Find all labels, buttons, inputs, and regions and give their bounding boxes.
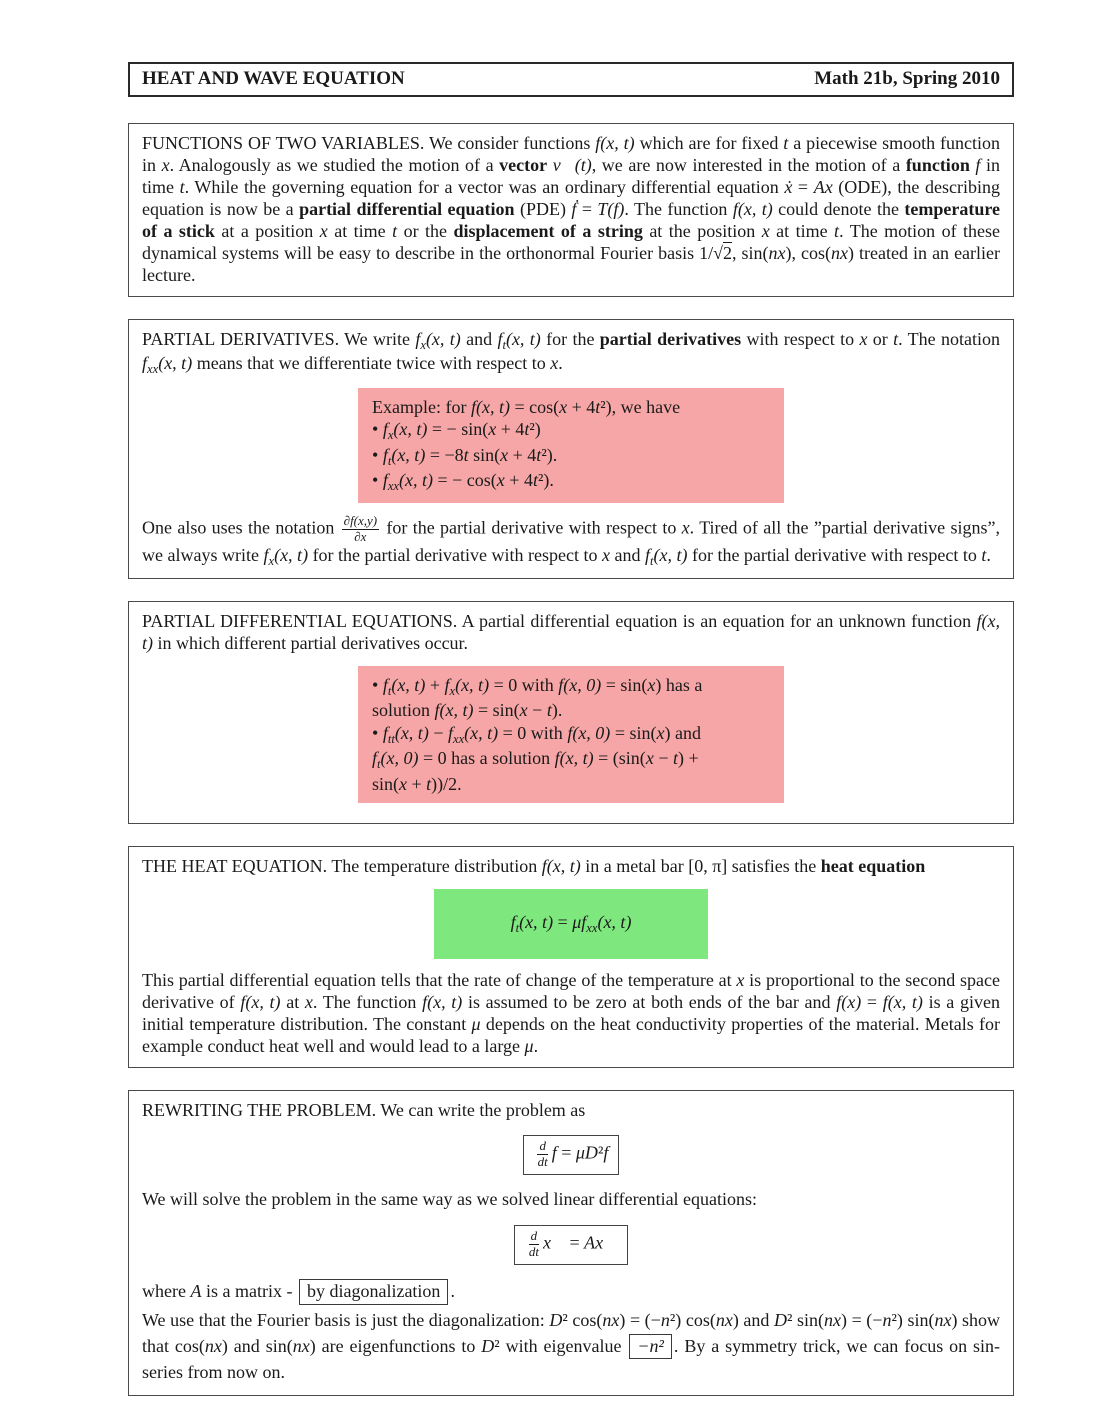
section-pde (128, 601, 1014, 824)
section-heat-equation (128, 846, 1014, 1067)
document-content (128, 62, 1014, 1418)
functions-body: FUNCTIONS OF TWO VARIABLES. We consider functions f(x, t) which are for fixed t a piecewise smooth function in x. Analogously as we studied the motion of a vector v⃗(t), we are now interested in the motion of a function f in time t. While the governing equation for a vector was an ordinary differential equation ẋ = Ax (ODE), the describing equation is now be a partial differential equation (PDE) ḟ = T(f). The function f(x, t) could denote the temperature of a stick at a position x at time t or the displacement of a string at the position x at time t. The motion of these dynamical systems will be easy to describe in the orthonormal Fourier basis 1/√2, sin(nx), cos(nx) treated in an earlier lecture. (142, 133, 1001, 285)
partial-derivatives-example-box: Example: for f(x, t) = cos(x + 4t²), we have • $f_x(x$, t) = − sin(x + 4t²) • $f_t(x$, t) = −8t sin(x + 4t²). • $f_{xx}(x$, t) = − cos(x + 4t²). (358, 388, 784, 503)
pde-intro: PARTIAL DIFFERENTIAL EQUATIONS. A partial differential equation is an equation for an unknown function f(x, t) in which different partial derivatives occur. (142, 610, 1000, 653)
rewriting-mid: We will solve the problem in the same way as we solved linear differential equations: (142, 1189, 758, 1210)
doc-title: HEAT AND WAVE EQUATION (142, 68, 405, 89)
rewriting-fourier: We use that the Fourier basis is just the diagonalization: D² cos(nx) = (−n²) cos(nx) and D² sin(nx) = (−n²) sin(nx) show that cos(nx) and sin(nx) are eigenfunctions to D² with eigenvalue −n² . By a symmetry trick, we can focus on sin-series from now on. (142, 1309, 1001, 1383)
rewriting-matrix-line: where A is a matrix - by diagonalization . (142, 1279, 1000, 1305)
rewriting-equation-2: $\frac{d}{dt}$ x⃗ = Ax⃗ (514, 1225, 628, 1265)
section-functions (128, 123, 1014, 297)
partial-derivatives-outro: One also uses the notation $\frac{\partial f(x,y)}{\partial x}$ for the partial derivative with respect to x. Tired of all the ”partial derivative signs”, we always write $f_x(x$, t) for the partial derivative with respect to x and $f_t(x$, t) for the partial derivative with respect to t. (142, 512, 1000, 568)
rewriting-intro: REWRITING THE PROBLEM. We can write the problem as (142, 1099, 586, 1120)
heat-equation-box: $f_t(x$, $t) = \mu f_{xx}(x$, t) (434, 889, 708, 959)
partial-derivatives-intro: PARTIAL DERIVATIVES. We write $f_x(x$, t) and $f_t(x$, t) for the partial derivatives with respect to x or t. The notation $f_{xx}(x$, t) means that we differentiate twice with respect to x. (142, 328, 1001, 376)
section-partial-derivatives (128, 319, 1014, 579)
pde-examples-box: • $f_t(x$, $t) + f_x(x$, t) = 0 with f(x, 0) = sin(x) has a solution f(x, t) = sin(x − t). • $f_{tt}(x$, $t) - f_{xx}(x$, t) = 0 with f(x, 0) = sin(x) and $f_t(x$, 0) = 0 has a solution f(x, t) = (sin(x − t) + sin(x + t))/2. (358, 666, 784, 804)
header-box (128, 62, 1014, 97)
heat-intro: THE HEAT EQUATION. The temperature distribution f(x, t) in a metal bar [0, π] satisfies the heat equation (142, 856, 926, 877)
rewriting-equation-1: $\frac{d}{dt}$ f = μD²f (523, 1135, 620, 1175)
heat-body: This partial differential equation tells that the rate of change of the temperature at x is proportional to the second space derivative of f(x, t) at x. The function f(x, t) is assumed to be zero at both ends of the bar and f(x) = f(x, t) is a given initial temperature distribution. The constant μ depends on the heat conductivity properties of the material. Metals for example conduct heat well and would lead to a large μ. (142, 969, 1001, 1056)
doc-course: Math 21b, Spring 2010 (814, 68, 1000, 89)
section-rewriting (128, 1090, 1014, 1396)
